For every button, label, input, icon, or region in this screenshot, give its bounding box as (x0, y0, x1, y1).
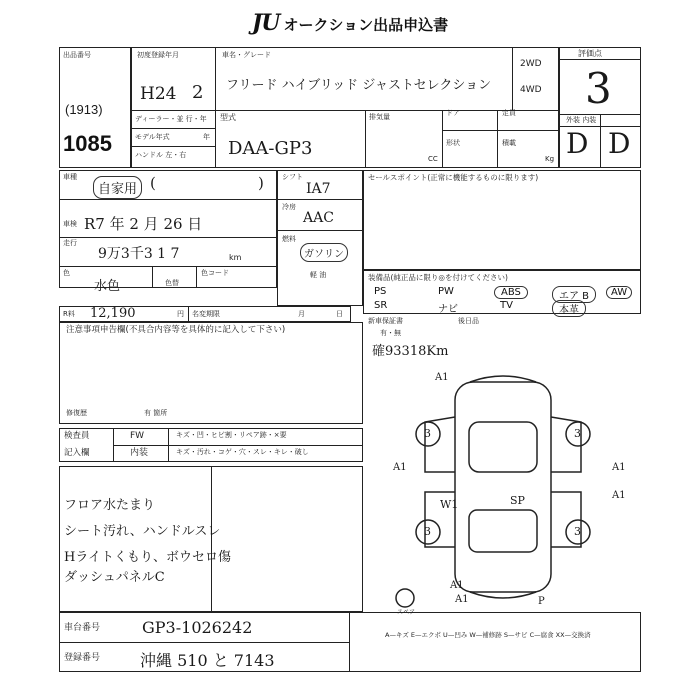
legend-exterior: キズ・凹・ヒビ割・リペア跡・×要 (176, 431, 287, 439)
fuel-value: ガソリン (300, 243, 348, 262)
interior-label: 内装 (130, 448, 149, 458)
displacement-unit: CC (428, 155, 438, 163)
wheel-dent-fl: 3 (424, 427, 431, 440)
recycle-label: R料 (63, 310, 75, 318)
left-front-door (425, 417, 455, 472)
mileage-value: 9万3千3 1 7 (98, 246, 180, 262)
divider (600, 114, 601, 168)
diagram-mark-a1-right-2: A1 (612, 490, 626, 501)
divider (59, 199, 277, 200)
equip-abs: ABS (494, 286, 528, 299)
divider (497, 110, 498, 168)
mileage-unit: km (229, 253, 242, 262)
sales-points-box (363, 170, 641, 270)
spare-label: スペア (397, 609, 416, 616)
first-reg-month: 2 (192, 82, 204, 103)
diagram-mark-w1: W1 (440, 498, 459, 511)
name-change-label: 名変期限 (192, 310, 220, 318)
warranty-label: 新車保証書 (368, 317, 403, 325)
shape-label: 形状 (446, 139, 460, 147)
car-name-label: 車名・グレード (222, 51, 271, 59)
legend-interior: キズ・汚れ・コゲ・穴・スレ・キレ・破し (176, 448, 309, 456)
repair-label: 修復歴 (66, 409, 87, 417)
divider (168, 428, 169, 462)
drive-4wd: 4WD (520, 85, 542, 95)
divider (131, 146, 215, 147)
wheel-dent-rr: 3 (574, 525, 581, 538)
warranty-options: 有・無 (380, 329, 401, 337)
divider (131, 110, 559, 111)
type-label: 型式 (220, 113, 236, 122)
sales-points-label: セールスポイント(正常に機能するものに限ります) (368, 173, 539, 182)
repair-value: 有 箇所 (144, 409, 168, 417)
recycle-unit: 円 (177, 310, 184, 318)
wheel-dent-rl: 3 (424, 525, 431, 538)
fuel-diesel: 軽 油 (310, 271, 327, 279)
fuel-label: 燃料 (282, 235, 296, 243)
exterior-grade: D (566, 127, 589, 160)
diagram-mark-a1-front-left: A1 (435, 372, 449, 383)
ac-value: AAC (303, 210, 334, 226)
auction-code: (1913) (65, 102, 103, 117)
car-name: フリード ハイブリッド ジャストセレクション (226, 78, 492, 93)
color-code-label: 色コード (201, 269, 229, 277)
note-line-3: Hライトくもり、ボウセロ傷 (64, 550, 231, 565)
windshield (469, 422, 537, 472)
recycle-value: 12,190 (90, 306, 136, 321)
inspection-label: 車検 (63, 220, 77, 228)
capacity-label: 定員 (502, 109, 516, 117)
divider (512, 47, 513, 110)
ju-logo: JU (251, 10, 280, 36)
diagram-mark-a1-right-1: A1 (612, 462, 626, 473)
note-line-1: フロア水たまり (64, 498, 156, 513)
divider (188, 306, 189, 322)
shift-label: シフト (282, 173, 303, 181)
first-reg-label: 初度登録年月 (137, 51, 179, 59)
divider (59, 266, 277, 267)
note-line-4: ダッシュパネルC (64, 570, 165, 585)
vehicle-type-value: 自家用 (93, 176, 142, 199)
interior-grade: D (608, 127, 631, 160)
car-body-outline (455, 382, 551, 592)
load-label: 積載 (502, 139, 516, 147)
grade-value: 3 (585, 64, 612, 113)
model-year-label: モデル年式 (135, 133, 170, 141)
divider (442, 130, 559, 131)
equip-navi: ナビ (438, 304, 458, 315)
chassis-value: GP3-1026242 (142, 618, 253, 637)
divider (215, 47, 216, 168)
damage-legend: A—キズ E—エクボ U—凹み W—補修跡 S—サビ C—腐食 XX—交換済 (385, 631, 591, 639)
inspector-label: 検査員 (64, 431, 90, 441)
rear-bumper (470, 592, 536, 598)
right-front-door (551, 417, 581, 472)
displacement-label: 排気量 (369, 113, 390, 121)
first-reg-era: H24 (140, 84, 177, 104)
diagram-mark-p: P (538, 596, 545, 607)
inspection-value: R7 年 2 月 26 日 (84, 215, 203, 233)
divider (59, 237, 277, 238)
diagram-mark-sp: SP (510, 494, 525, 507)
wheel-dent-fr: 3 (574, 427, 581, 440)
vehicle-type-paren-open: ( (150, 174, 156, 192)
mileage-label: 走行 (63, 239, 77, 247)
color-label: 色 (63, 269, 70, 277)
grade-label: 評価点 (578, 49, 602, 58)
equipment-label: 装備品(純正品に限り◎を付けてください) (368, 273, 508, 282)
load-unit: Kg (545, 155, 555, 163)
color-value: 水色 (94, 279, 121, 294)
equip-ps: PS (374, 286, 387, 297)
drive-2wd: 2WD (520, 59, 542, 69)
model-year-unit: 年 (203, 133, 210, 141)
divider (196, 266, 197, 288)
name-change-day: 日 (336, 310, 343, 318)
spare-tire-icon (396, 589, 414, 607)
notes-label: 注意事項申告欄(不具合内容等を具体的に記入して下さい) (66, 325, 286, 335)
type-value: DAA-GP3 (228, 138, 313, 159)
inspector-fw: FW (130, 431, 145, 441)
diagram-mark-a1-side-left: A1 (393, 462, 407, 473)
plate-label: 登録番号 (64, 653, 101, 663)
chassis-label: 車台番号 (64, 623, 101, 633)
notes-box (59, 322, 363, 424)
equip-airbag: エア B (552, 286, 596, 303)
warranty-rear-label: 後日品 (458, 317, 479, 325)
name-change-month: 月 (298, 310, 305, 318)
diagram-mark-a1-rear-left-1: A1 (450, 580, 464, 591)
note-line-2: シート汚れ、ハンドルスレ (64, 524, 221, 539)
divider (152, 266, 153, 288)
divider (131, 128, 215, 129)
lot-number: 1085 (63, 131, 112, 156)
equip-tv: TV (500, 300, 513, 311)
door-label: ドア (446, 109, 460, 117)
divider (113, 445, 363, 446)
divider (59, 642, 349, 643)
vehicle-info-block (131, 47, 559, 168)
divider (277, 230, 363, 231)
divider (442, 110, 443, 168)
record-label: 記入欄 (64, 448, 90, 458)
form-title (0, 10, 700, 36)
handle-label: ハンドル 左・右 (135, 151, 187, 159)
divider (349, 612, 350, 672)
lot-label: 出品番号 (63, 51, 91, 59)
equip-sr: SR (374, 300, 388, 311)
front-bumper (470, 376, 536, 382)
mileage-note: 確93318Km (372, 344, 449, 359)
color-change-label: 色替 (165, 279, 179, 287)
equip-leather: 本革 (552, 300, 586, 317)
divider (211, 466, 212, 612)
dealer-label: ディーラー・並 行・年 (135, 115, 207, 123)
equipment-list (368, 286, 638, 316)
form-title-text: オークション出品申込書 (283, 16, 449, 34)
divider (113, 428, 114, 462)
vehicle-type-label: 車種 (63, 173, 77, 181)
car-damage-diagram (365, 362, 641, 612)
equip-aw: AW (606, 286, 632, 299)
equip-pw: PW (438, 286, 454, 297)
plate-value: 沖縄 510 と 7143 (140, 651, 275, 670)
ac-label: 冷房 (282, 203, 296, 211)
shift-value: IA7 (306, 181, 331, 197)
vehicle-type-paren-close: ) (258, 174, 264, 192)
diagram-mark-a1-rear-left-2: A1 (455, 594, 469, 605)
ext-int-label: 外装 内装 (566, 116, 597, 124)
divider (365, 110, 366, 168)
rear-window (469, 510, 537, 552)
divider (277, 199, 363, 200)
divider (559, 59, 641, 60)
